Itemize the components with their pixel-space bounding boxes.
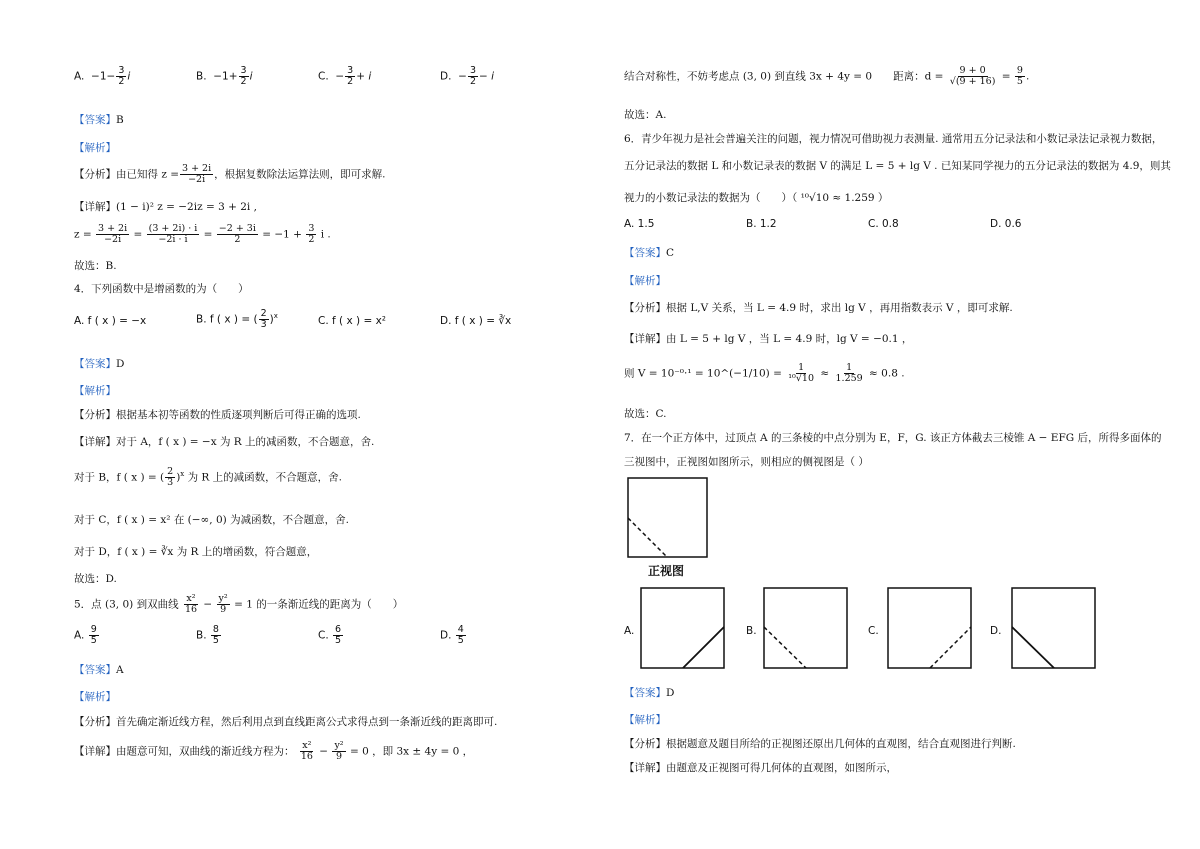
q6-stem-line3: 视力的小数记录法的数据为（ ）（ ¹⁰√10 ≈ 1.259 ） xyxy=(624,192,889,204)
q5-stem: 5．点 (3, 0) 到双曲线 $\frac{\text{x²}}{16}$ − $\frac{\text{y²}}{9}$ = 1 的一条渐近线的距离为（ ） xyxy=(74,593,404,615)
q7-answer: 【答案】D xyxy=(624,687,675,699)
q5-option-c: C. $\frac{6}{5}$ xyxy=(318,624,342,646)
q6-answer: 【答案】C xyxy=(624,247,675,259)
q5-answer: 【答案】A xyxy=(74,664,124,676)
q5-fenxi: 【分析】首先确定渐近线方程，然后利用点到直线距离公式求得点到一条渐近线的距离即可. xyxy=(74,716,498,728)
q3-conclusion: 故选：B. xyxy=(74,260,117,272)
q6-stem-line1: 6．青少年视力是社会普遍关注的问题，视力情况可借助视力表测量. 通常用五分记录法和小数记录法记录视力数据， xyxy=(624,133,1163,145)
q4-option-b: B. f ( x ) = ( $\frac{2}{3}$ )$^x$ xyxy=(196,308,278,330)
q6-option-c: C. 0.8 xyxy=(868,218,899,230)
q6-jiexi-heading: 【解析】 xyxy=(624,275,666,287)
q4-option-d: D. f ( x ) = ∛x xyxy=(440,315,512,327)
q3-jiexi-heading: 【解析】 xyxy=(74,142,116,154)
q7-option-b-label: B. xyxy=(746,625,757,637)
q4-xiangjie: 【详解】对于 A，f ( x ) = −x 为 R 上的减函数，不合题意，舍. xyxy=(74,436,375,448)
q7-option-d-diagram xyxy=(1011,587,1097,670)
q6-stem-line2: 五分记录法的数据 L 和小数记录表的数据 V 的满足 L = 5 + lg V . 已知某同学视力的五分记录法的数据为 4.9，则其 xyxy=(624,160,1171,172)
q4-jiexi-heading: 【解析】 xyxy=(74,385,116,397)
q5-option-d: D. $\frac{4}{5}$ xyxy=(440,624,464,646)
q7-stem-line1: 7．在一个正方体中，过顶点 A 的三条棱的中点分别为 E，F，G. 该正方体截去三棱锥 A − EFG 后，所得多面体的 xyxy=(624,432,1162,444)
q5-option-a: A. $\frac{9}{5}$ xyxy=(74,624,97,646)
q7-option-c-diagram xyxy=(887,587,973,670)
q6-fenxi: 【分析】根据 L,V 关系，当 L = 4.9 时，求出 lg V ，再用指数表示 V ，即可求解. xyxy=(624,302,1013,314)
q7-option-a-diagram xyxy=(640,587,726,670)
q4-b-analysis: 对于 B，f ( x ) = ( $\frac{2}{3}$ )$^x$ 为 R 上的减函数，不合题意，舍. xyxy=(74,466,343,488)
q5-continuation: 结合对称性，不妨考虑点 (3, 0) 到直线 3x + 4y = 0 距离：d = $\frac{9 + 0}{√(9 + 16)}$ = $\frac{9}{5}$ . xyxy=(624,65,1030,87)
q7-option-c-label: C. xyxy=(868,625,879,637)
front-view-diagram xyxy=(627,477,709,559)
q4-fenxi: 【分析】根据基本初等函数的性质逐项判断后可得正确的选项. xyxy=(74,409,361,421)
q3-option-d: D. − $\frac{3}{2}$ − i xyxy=(440,65,495,87)
q4-conclusion: 故选：D. xyxy=(74,573,117,585)
front-view-label: 正视图 xyxy=(648,564,685,578)
q5-xiangjie: 【详解】由题意可知，双曲线的渐近线方程为： $\frac{\text{x²}}{16}$ − $\frac{\text{y²}}{9}$ = 0 ，即 3x ± 4y = 0 ， xyxy=(74,740,474,762)
q7-option-b-diagram xyxy=(763,587,849,670)
q7-jiexi-heading: 【解析】 xyxy=(624,714,666,726)
q3-fenxi: 【分析】由已知得 z = $\frac{3 + 2i}{-2i}$ ，根据复数除法运算法则，即可求解. xyxy=(74,163,386,185)
q7-stem-line2: 三视图中，正视图如图所示，则相应的侧视图是（ ） xyxy=(624,456,869,468)
q4-c-analysis: 对于 C，f ( x ) = x² 在 (−∞, 0) 为减函数，不合题意，舍. xyxy=(74,514,349,526)
q3-answer: 【答案】B xyxy=(74,114,124,126)
q6-derivation: 则 V = 10⁻⁰·¹ = 10^(−1/10) = $\frac{1}{\text{¹⁰√10}}$ ≈ $\frac{1}{1.259}$ ≈ 0.8 . xyxy=(624,362,905,384)
q3-option-a: A. −1− $\frac{3}{2}$ i xyxy=(74,65,131,87)
q6-option-b: B. 1.2 xyxy=(746,218,777,230)
q6-xiangjie: 【详解】由 L = 5 + lg V ，当 L = 4.9 时，lg V = −0.1 ， xyxy=(624,333,913,345)
q3-derivation: z = $\frac{3 + 2i}{-2i}$ = $\frac{(3 + 2i) \cdot i}{-2i \cdot i}$ = $\frac{-2 + 3i}{2}$ = −1 + $\frac{3}{2}$ i . xyxy=(74,223,331,245)
q3-option-b: B. −1+ $\frac{3}{2}$ i xyxy=(196,65,253,87)
q4-d-analysis: 对于 D，f ( x ) = ∛x 为 R 上的增函数，符合题意， xyxy=(74,546,318,558)
q7-fenxi: 【分析】根据题意及题目所给的正视图还原出几何体的直观图，结合直观图进行判断. xyxy=(624,738,1016,750)
q4-option-a: A. f ( x ) = −x xyxy=(74,315,147,327)
q3-xiangjie: 【详解】(1 − i)² z = −2iz = 3 + 2i , xyxy=(74,201,257,213)
q5-jiexi-heading: 【解析】 xyxy=(74,691,116,703)
q7-xiangjie: 【详解】由题意及正视图可得几何体的直观图，如图所示， xyxy=(624,762,897,774)
q6-option-d: D. 0.6 xyxy=(990,218,1022,230)
q5-option-b: B. $\frac{8}{5}$ xyxy=(196,624,219,646)
q7-option-a-label: A. xyxy=(624,625,635,637)
q6-option-a: A. 1.5 xyxy=(624,218,655,230)
q4-stem: 4．下列函数中是增函数的为（ ） xyxy=(74,283,249,295)
q6-conclusion: 故选：C. xyxy=(624,408,667,420)
q4-option-c: C. f ( x ) = x² xyxy=(318,315,387,327)
q5-conclusion: 故选：A. xyxy=(624,109,667,121)
q7-option-d-label: D. xyxy=(990,625,1002,637)
q3-option-c: C. − $\frac{3}{2}$ + i xyxy=(318,65,372,87)
q4-answer: 【答案】D xyxy=(74,358,125,370)
